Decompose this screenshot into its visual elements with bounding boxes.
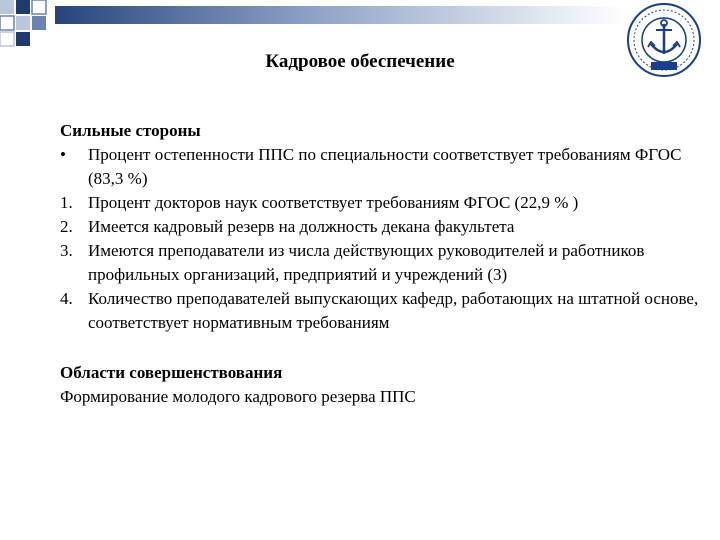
list-item <box>60 143 700 191</box>
list-item-text: Имеется кадровый резерв на должность декана факультета <box>88 217 515 236</box>
slide-content <box>60 119 700 409</box>
list-item <box>60 239 700 287</box>
bullet-marker: • <box>60 145 66 164</box>
strengths-list <box>60 143 700 335</box>
list-item-text: Процент остепенности ППС по специальности соответствует требованиям ФГОС (83,3 %) <box>88 145 682 188</box>
deco-square <box>16 32 30 46</box>
header-gradient-bar <box>55 6 625 24</box>
improvements-heading: Области совершенствования <box>60 363 283 382</box>
slide-title: Кадровое обеспечение <box>265 51 455 72</box>
deco-square <box>32 16 46 30</box>
improvements-text: Формирование молодого кадрового резерва ППС <box>60 387 416 406</box>
list-item-text: Процент докторов наук соответствует требованиям ФГОС (22,9 % ) <box>88 193 579 212</box>
number-marker: 4. <box>60 289 73 308</box>
strengths-heading: Сильные стороны <box>60 121 201 140</box>
deco-square <box>16 0 30 14</box>
list-item <box>60 191 700 215</box>
list-item-text: Имеются преподаватели из числа действующих руководителей и работников профильных организаций, предприятий и учреждений (3) <box>88 241 645 284</box>
list-item <box>60 215 700 239</box>
number-marker: 3. <box>60 241 73 260</box>
deco-square <box>16 16 30 30</box>
deco-square <box>32 0 46 14</box>
improvements-section <box>60 361 700 409</box>
number-marker: 2. <box>60 217 73 236</box>
list-item <box>60 287 700 335</box>
deco-square <box>0 0 14 14</box>
deco-square <box>0 32 14 46</box>
list-item-text: Количество преподавателей выпускающих кафедр, работающих на штатной основе, соответствует нормативным требованиям <box>88 289 699 332</box>
deco-square <box>0 16 14 30</box>
number-marker: 1. <box>60 193 73 212</box>
